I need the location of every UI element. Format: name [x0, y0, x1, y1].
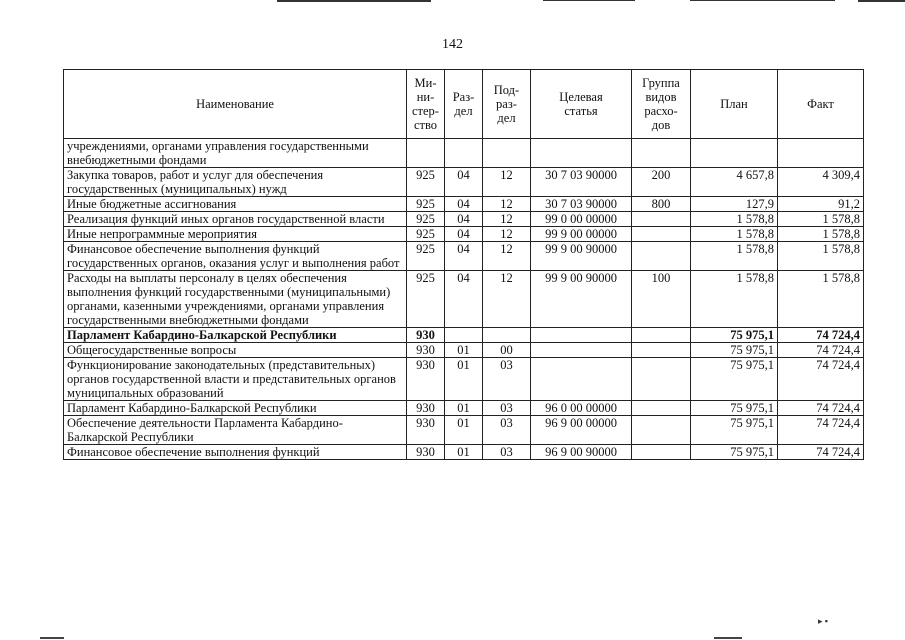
- cell-section: 01: [445, 401, 483, 416]
- table-row: [64, 227, 864, 242]
- col-header-subsection: [483, 70, 531, 139]
- cell-group: [632, 343, 691, 358]
- cell-ministry: 925: [407, 227, 445, 242]
- cell-target: [531, 358, 632, 401]
- table-row: [64, 271, 864, 328]
- cell-plan: [691, 139, 778, 168]
- corner-mark: ▸ ▪: [818, 616, 828, 626]
- cell-target: [531, 328, 632, 343]
- table-row: [64, 328, 864, 343]
- col-header-section: [445, 70, 483, 139]
- cell-subsection: 03: [483, 401, 531, 416]
- cell-target: 30 7 03 90000: [531, 168, 632, 197]
- cell-subsection: 12: [483, 212, 531, 227]
- cell-fact: 74 724,4: [778, 401, 864, 416]
- cell-plan: 4 657,8: [691, 168, 778, 197]
- cell-subsection: 03: [483, 445, 531, 460]
- table-row: [64, 242, 864, 271]
- cell-target: 99 9 00 00000: [531, 227, 632, 242]
- cell-target: 96 0 00 00000: [531, 401, 632, 416]
- cell-plan: 1 578,8: [691, 227, 778, 242]
- cell-name: Обеспечение деятельности Парламента Кабардино-Балкарской Республики: [64, 416, 407, 445]
- col-header-section-text: Раз- дел: [452, 90, 475, 118]
- cell-subsection: 12: [483, 168, 531, 197]
- cell-section: 04: [445, 227, 483, 242]
- cell-plan: 75 975,1: [691, 401, 778, 416]
- cell-name: Парламент Кабардино-Балкарской Республики: [64, 328, 407, 343]
- top-rule-far-right: [858, 0, 905, 2]
- cell-subsection: [483, 139, 531, 168]
- cell-ministry: 930: [407, 416, 445, 445]
- top-rule-left: [277, 0, 431, 2]
- cell-group: [632, 328, 691, 343]
- page-number: 142: [442, 37, 463, 52]
- cell-name: Иные непрограммные мероприятия: [64, 227, 407, 242]
- cell-subsection: [483, 328, 531, 343]
- cell-fact: 74 724,4: [778, 358, 864, 401]
- table-row: [64, 401, 864, 416]
- cell-ministry: 930: [407, 358, 445, 401]
- table-row: [64, 139, 864, 168]
- cell-ministry: 930: [407, 343, 445, 358]
- cell-group: [632, 139, 691, 168]
- cell-section: 01: [445, 343, 483, 358]
- table-row: [64, 212, 864, 227]
- col-header-group: [632, 70, 691, 139]
- cell-fact: 1 578,8: [778, 271, 864, 328]
- cell-target: 99 9 00 90000: [531, 242, 632, 271]
- cell-subsection: 00: [483, 343, 531, 358]
- cell-fact: 74 724,4: [778, 328, 864, 343]
- cell-subsection: 12: [483, 242, 531, 271]
- cell-target: 96 9 00 90000: [531, 445, 632, 460]
- cell-group: [632, 212, 691, 227]
- cell-fact: 1 578,8: [778, 212, 864, 227]
- cell-target: [531, 343, 632, 358]
- cell-section: [445, 328, 483, 343]
- col-header-name: Наименование: [64, 70, 407, 139]
- cell-subsection: 12: [483, 197, 531, 212]
- cell-group: 100: [632, 271, 691, 328]
- cell-name: Финансовое обеспечение выполнения функций: [64, 445, 407, 460]
- cell-target: 96 9 00 00000: [531, 416, 632, 445]
- cell-name: Иные бюджетные ассигнования: [64, 197, 407, 212]
- cell-name: Расходы на выплаты персоналу в целях обеспечения выполнения функций государственными (муниципальными) органами, казенными учреждениями, органами управления государственными внебюджетными фондами: [64, 271, 407, 328]
- cell-group: [632, 416, 691, 445]
- cell-section: 04: [445, 271, 483, 328]
- cell-section: [445, 139, 483, 168]
- cell-subsection: 12: [483, 271, 531, 328]
- cell-fact: 74 724,4: [778, 416, 864, 445]
- cell-name: Функционирование законодательных (представительных) органов государственной власти и представительных органов муниципальных образований: [64, 358, 407, 401]
- cell-ministry: 930: [407, 401, 445, 416]
- cell-plan: 75 975,1: [691, 328, 778, 343]
- cell-ministry: 930: [407, 328, 445, 343]
- cell-ministry: [407, 139, 445, 168]
- col-header-fact: Факт: [778, 70, 864, 139]
- col-header-ministry: [407, 70, 445, 139]
- cell-target: 99 0 00 00000: [531, 212, 632, 227]
- table-row: [64, 445, 864, 460]
- cell-ministry: 925: [407, 271, 445, 328]
- col-header-group-text: Группа видов расхо- дов: [642, 76, 680, 132]
- cell-target: 99 9 00 90000: [531, 271, 632, 328]
- cell-ministry: 925: [407, 212, 445, 227]
- cell-ministry: 925: [407, 197, 445, 212]
- cell-name: Закупка товаров, работ и услуг для обеспечения государственных (муниципальных) нужд: [64, 168, 407, 197]
- cell-name: Общегосударственные вопросы: [64, 343, 407, 358]
- col-header-subsection-text: Под- раз- дел: [493, 83, 520, 125]
- cell-name: Реализация функций иных органов государственной власти: [64, 212, 407, 227]
- cell-plan: 75 975,1: [691, 358, 778, 401]
- cell-group: [632, 445, 691, 460]
- cell-section: 04: [445, 242, 483, 271]
- table-header-row: [64, 70, 864, 139]
- cell-name: Финансовое обеспечение выполнения функций государственных органов, оказания услуг и выполнения работ: [64, 242, 407, 271]
- table-row: [64, 168, 864, 197]
- cell-fact: 1 578,8: [778, 242, 864, 271]
- cell-group: 800: [632, 197, 691, 212]
- bottom-rule-right: [714, 637, 742, 639]
- cell-group: [632, 401, 691, 416]
- table-row: [64, 358, 864, 401]
- cell-fact: 91,2: [778, 197, 864, 212]
- cell-group: 200: [632, 168, 691, 197]
- col-header-plan: План: [691, 70, 778, 139]
- cell-plan: 127,9: [691, 197, 778, 212]
- cell-group: [632, 227, 691, 242]
- cell-target: [531, 139, 632, 168]
- cell-fact: 74 724,4: [778, 445, 864, 460]
- cell-group: [632, 358, 691, 401]
- cell-fact: 1 578,8: [778, 227, 864, 242]
- cell-ministry: 930: [407, 445, 445, 460]
- cell-name: Парламент Кабардино-Балкарской Республики: [64, 401, 407, 416]
- cell-section: 04: [445, 168, 483, 197]
- table-row: [64, 416, 864, 445]
- top-rule-middle: [543, 0, 635, 1]
- cell-plan: 75 975,1: [691, 416, 778, 445]
- cell-section: 01: [445, 445, 483, 460]
- cell-plan: 75 975,1: [691, 343, 778, 358]
- cell-plan: 75 975,1: [691, 445, 778, 460]
- cell-fact: [778, 139, 864, 168]
- col-header-target: [531, 70, 632, 139]
- cell-fact: 4 309,4: [778, 168, 864, 197]
- cell-fact: 74 724,4: [778, 343, 864, 358]
- cell-target: 30 7 03 90000: [531, 197, 632, 212]
- budget-table: [63, 69, 864, 460]
- top-rule-right: [690, 0, 835, 1]
- bottom-rule-left: [40, 637, 64, 639]
- table-row: [64, 197, 864, 212]
- cell-section: 04: [445, 212, 483, 227]
- col-header-ministry-text: Ми- ни- стер- ство: [412, 76, 439, 132]
- cell-section: 01: [445, 358, 483, 401]
- cell-section: 01: [445, 416, 483, 445]
- table-row: [64, 343, 864, 358]
- cell-subsection: 12: [483, 227, 531, 242]
- cell-subsection: 03: [483, 358, 531, 401]
- cell-plan: 1 578,8: [691, 212, 778, 227]
- cell-section: 04: [445, 197, 483, 212]
- col-header-target-text: Целевая статья: [559, 90, 603, 118]
- cell-name: учреждениями, органами управления государственными внебюджетными фондами: [64, 139, 407, 168]
- cell-plan: 1 578,8: [691, 271, 778, 328]
- cell-ministry: 925: [407, 168, 445, 197]
- cell-ministry: 925: [407, 242, 445, 271]
- cell-subsection: 03: [483, 416, 531, 445]
- cell-group: [632, 242, 691, 271]
- cell-plan: 1 578,8: [691, 242, 778, 271]
